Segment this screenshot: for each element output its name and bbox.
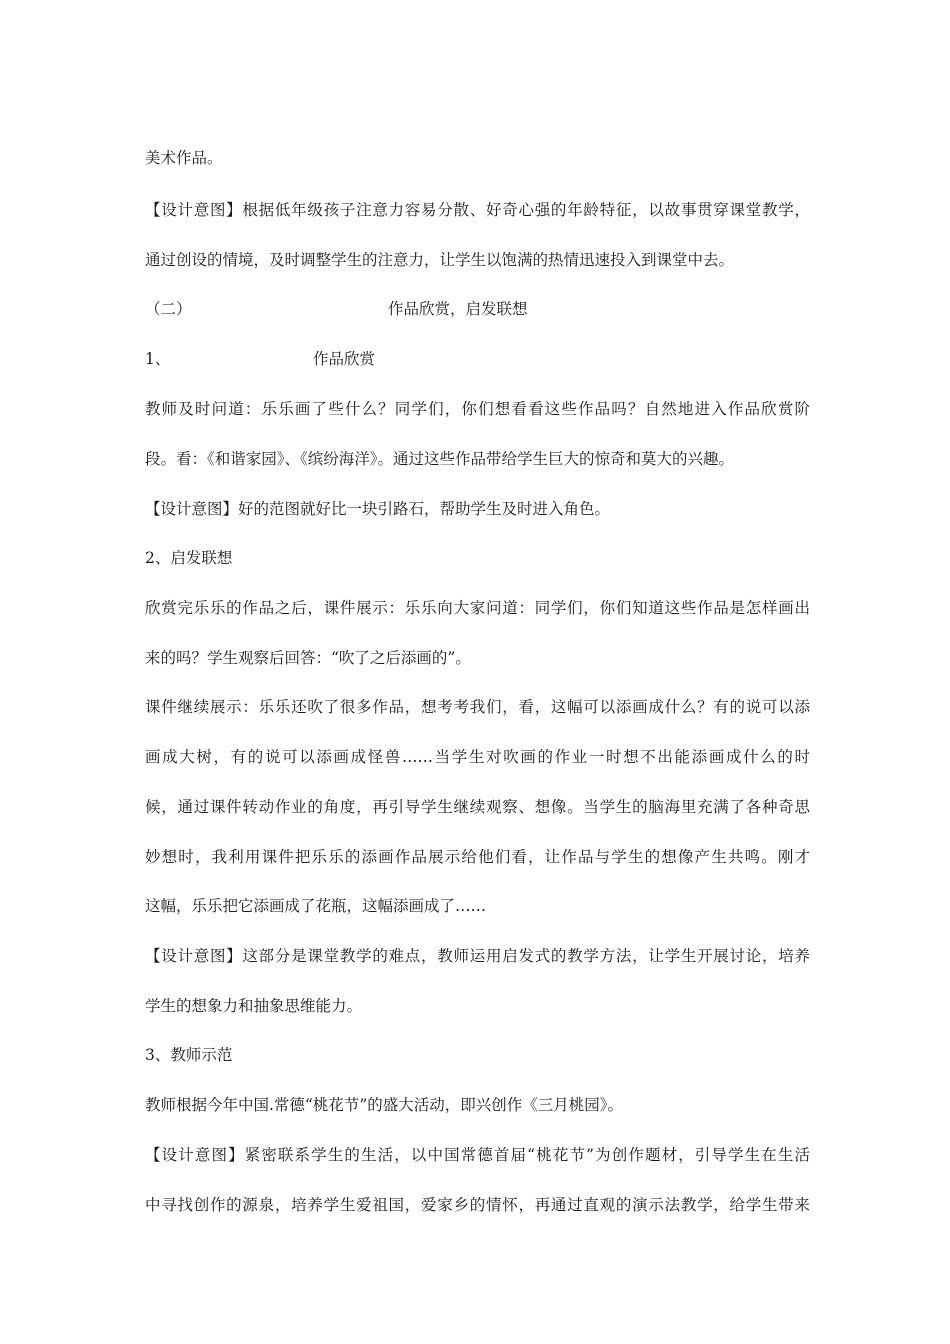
design-intent-line: 【设计意图】好的范图就好比一块引路石，帮助学生及时进入角色。 bbox=[145, 500, 611, 518]
paragraph-line: 教师及时问道：乐乐画了些什么？同学们，你们想看看这些作品吗？自然地进入作品欣赏阶 bbox=[145, 400, 810, 418]
design-intent-line: 【设计意图】根据低年级孩子注意力容易分散、好奇心强的年龄特征，以故事贯穿课堂教学， bbox=[145, 201, 810, 219]
paragraph-line: 学生的想象力和抽象思维能力。 bbox=[145, 997, 363, 1015]
paragraph-line: 妙想时，我利用课件把乐乐的添画作品展示给他们看，让作品与学生的想像产生共鸣。刚才 bbox=[145, 848, 810, 866]
subsection-number: 1、 bbox=[145, 350, 171, 368]
paragraph-line: 候，通过课件转动作业的角度，再引导学生继续观察、想像。当学生的脑海里充满了各种奇思 bbox=[145, 798, 810, 816]
paragraph-line: 课件继续展示：乐乐还吹了很多作品，想考考我们，看，这幅可以添画成什么？有的说可以添 bbox=[145, 698, 810, 716]
paragraph-line: 通过创设的情境，及时调整学生的注意力，让学生以饱满的热情迅速投入到课堂中去。 bbox=[145, 251, 735, 269]
paragraph-line: 教师根据今年中国.常德“桃花节”的盛大活动，即兴创作《三月桃园》。 bbox=[145, 1096, 624, 1114]
design-intent-line: 【设计意图】这部分是课堂教学的难点，教师运用启发式的教学方法，让学生开展讨论，培养 bbox=[145, 947, 810, 965]
subsection-heading: 2、启发联想 bbox=[145, 549, 233, 567]
paragraph-line: 中寻找创作的源泉，培养学生爱祖国，爱家乡的情怀，再通过直观的演示法教学，给学生带来 bbox=[145, 1196, 810, 1214]
paragraph-line: 段。看：《和谐家园》、《缤纷海洋》。通过这些作品带给学生巨大的惊奇和莫大的兴趣。 bbox=[145, 450, 735, 468]
section-title: 作品欣赏，启发联想 bbox=[388, 300, 528, 318]
section-number: （二） bbox=[145, 300, 192, 318]
paragraph-line: 来的吗？学生观察后回答：“吹了之后添画的”。 bbox=[145, 649, 471, 667]
paragraph-line: 画成大树，有的说可以添画成怪兽……当学生对吹画的作业一时想不出能添画成什么的时 bbox=[145, 748, 810, 766]
paragraph-line: 欣赏完乐乐的作品之后，课件展示：乐乐向大家问道：同学们，你们知道这些作品是怎样画出 bbox=[145, 599, 810, 617]
subsection-title: 作品欣赏 bbox=[313, 350, 376, 368]
design-intent-line: 【设计意图】紧密联系学生的生活，以中国常德首届“桃花节”为创作题材，引导学生在生活 bbox=[145, 1146, 810, 1164]
subsection-heading: 3、教师示范 bbox=[145, 1046, 233, 1064]
paragraph-line: 这幅，乐乐把它添画成了花瓶，这幅添画成了…… bbox=[145, 897, 487, 915]
paragraph-line: 美术作品。 bbox=[145, 149, 223, 167]
